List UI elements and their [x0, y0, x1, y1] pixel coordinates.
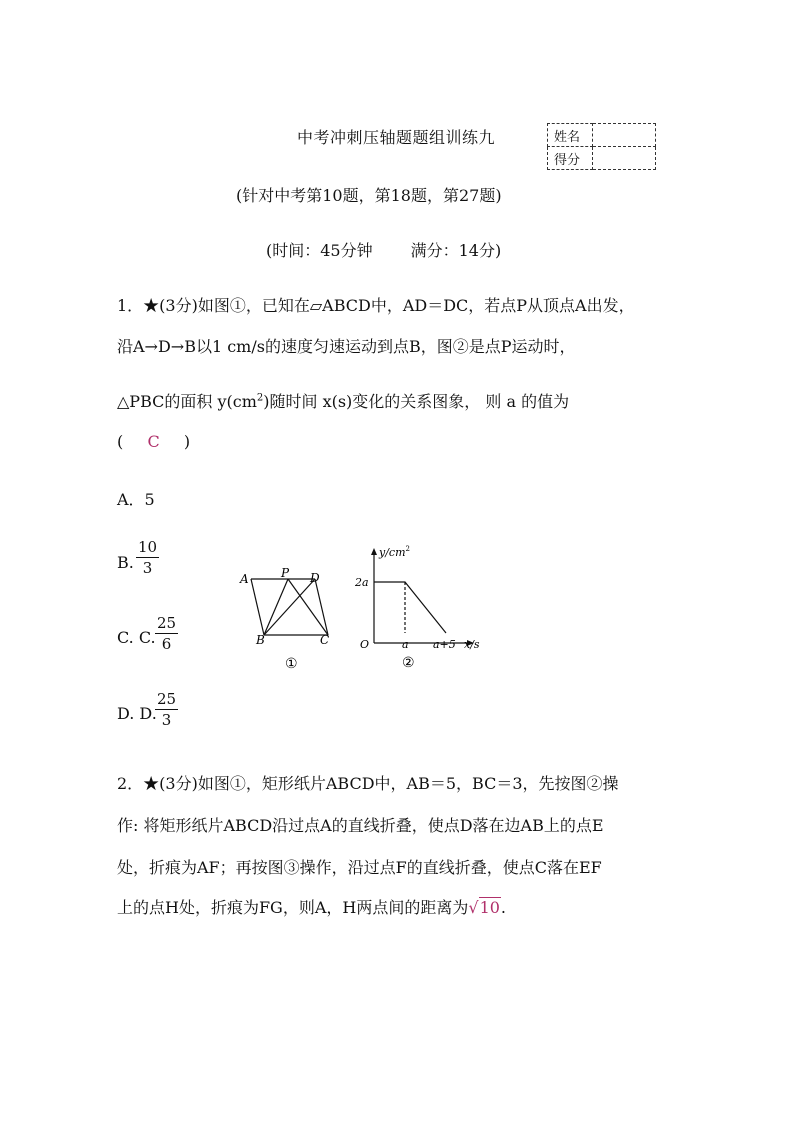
q1-line3b: )随时间 x(s)变化的关系图象， 则 a 的值为	[263, 392, 570, 411]
option-c-denominator: 6	[161, 635, 172, 653]
q1-answer-close: )	[183, 432, 191, 451]
subtitle: (针对中考第10题，第18题，第27题)	[236, 186, 502, 205]
q2-line3: 处，折痕为AF；再按图③操作，沿过点F的直线折叠，使点C落在EF	[117, 858, 602, 877]
q1-line3a: △PBC的面积 y(cm	[117, 392, 257, 411]
figure-1-parallelogram	[230, 560, 345, 680]
option-b-prefix: B.	[117, 553, 134, 572]
q2-answer-sqrt	[468, 898, 501, 917]
score-field[interactable]	[593, 147, 656, 170]
y-axis-label: $y/cm^2$	[379, 545, 410, 559]
option-d-prefix: D. D.	[117, 704, 157, 723]
name-score-box	[547, 123, 656, 170]
option-c-prefix: C. C.	[117, 628, 156, 647]
y-arrow	[371, 548, 377, 555]
origin-label: O	[360, 638, 370, 651]
time-text: (时间：45分钟	[266, 241, 373, 260]
label-d: D	[310, 571, 320, 585]
q1-line3	[117, 389, 569, 412]
label-a: A	[240, 572, 249, 586]
q2-line4-text: 上的点H处，折痕为FG，则A，H两点间的距离为	[117, 898, 469, 917]
q2-line2: 作: 将矩形纸片ABCD沿过点A的直线折叠，使点D落在边AB上的点E	[117, 816, 604, 835]
name-field[interactable]	[593, 124, 656, 147]
option-b-numerator: 10	[138, 538, 158, 556]
x-tick-a: a	[402, 638, 409, 651]
area-graph-line	[374, 582, 446, 633]
option-c-fraction	[155, 613, 178, 654]
q1-answer: C	[147, 432, 160, 451]
option-b-denominator: 3	[142, 559, 153, 577]
q1-line3-sup: 2	[256, 392, 264, 404]
q1-line2: 沿A→D→B以1 cm/s的速度匀速运动到点B，图②是点P运动时，	[117, 337, 576, 356]
label-b: B	[256, 633, 265, 647]
segment-pb	[264, 579, 288, 635]
option-b-fraction	[136, 537, 159, 578]
option-a: A．5	[117, 490, 155, 509]
time-score-line	[266, 238, 501, 261]
full-score-text: 满分：14分)	[410, 241, 502, 260]
name-label: 姓名	[548, 124, 593, 147]
q1-answer-open: (	[117, 432, 124, 451]
option-c-numerator: 25	[157, 614, 177, 632]
x-axis-label: x/s	[464, 638, 480, 651]
q1-answer-line	[117, 432, 190, 451]
option-d-fraction	[155, 689, 178, 730]
q2-line4	[117, 895, 506, 918]
q2-line4-end: .	[500, 898, 507, 917]
y-tick-2a: 2a	[355, 576, 369, 589]
x-tick-a-plus-5: a+5	[433, 638, 456, 651]
figure-2-caption: ②	[402, 655, 415, 671]
figure-1-caption: ①	[285, 656, 298, 672]
option-d-denominator: 3	[161, 711, 172, 729]
figure-2-graph	[350, 540, 490, 675]
option-d-numerator: 25	[157, 690, 177, 708]
q2-answer-radicand: 10	[479, 898, 500, 917]
sqrt-symbol: √	[468, 898, 479, 917]
q1-line1: 1．★(3分)如图①，已知在▱ABCD中，AD＝DC，若点P从顶点A出发，	[117, 296, 635, 315]
score-label: 得分	[548, 147, 593, 170]
segment-ab	[251, 579, 264, 635]
q2-line1: 2．★(3分)如图①，矩形纸片ABCD中，AB＝5，BC＝3，先按图②操	[117, 774, 619, 793]
page-title: 中考冲刺压轴题题组训练九	[297, 128, 496, 147]
label-p: P	[281, 566, 290, 580]
label-c: C	[320, 633, 330, 647]
